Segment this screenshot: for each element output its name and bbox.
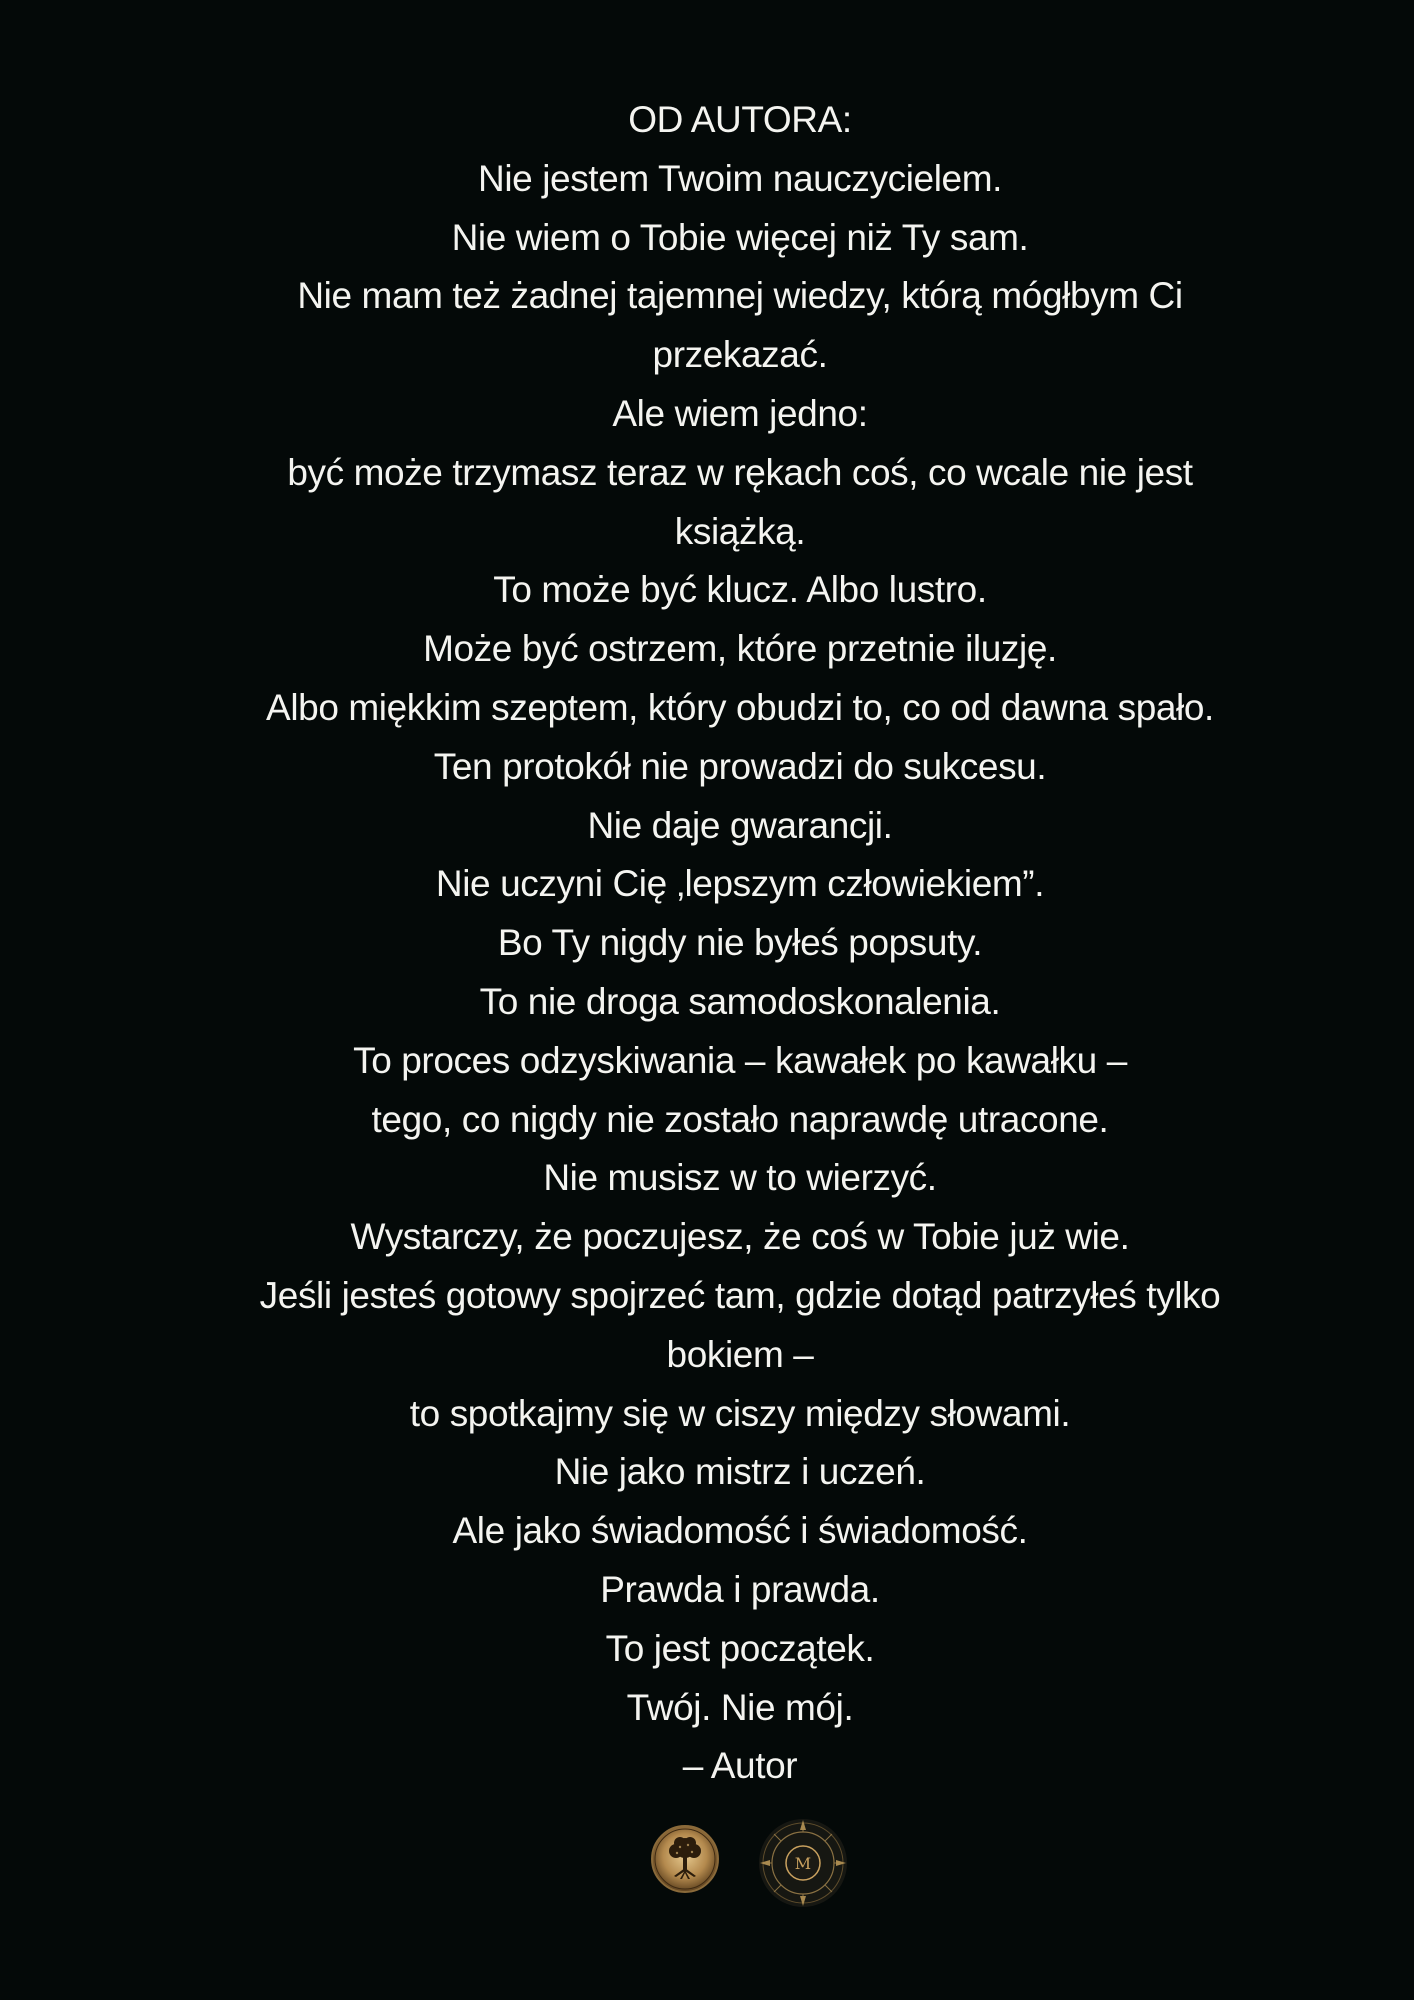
author-note-line: Wystarczy, że poczujesz, że coś w Tobie już wie. [350,1216,1130,1258]
author-note-line: Nie jako mistrz i uczeń. [554,1451,926,1493]
author-note-line: Nie daje gwarancji. [587,804,893,846]
author-note-line: To proces odzyskiwania – kawałek po kawałku – [353,1039,1127,1081]
author-note-line: Ale wiem jedno: [612,392,868,434]
author-note-line: Twój. Nie mój. [626,1686,854,1728]
author-note-line: To nie droga samodoskonalenia. [479,980,1001,1022]
author-note-line: Nie mam też żadnej tajemnej wiedzy, którą mógłbym Ci [297,275,1183,317]
author-note-line: bokiem – [666,1333,814,1375]
author-note-line: To może być klucz. Albo lustro. [493,569,987,611]
author-note-line: Nie jestem Twoim nauczycielem. [478,157,1002,199]
author-note-line: być może trzymasz teraz w rękach coś, co wcale nie jest [287,451,1193,493]
author-note-line: Może być ostrzem, które przetnie iluzję. [423,628,1057,670]
author-note-line: Prawda i prawda. [600,1568,880,1610]
author-note-line: To jest początek. [605,1627,875,1669]
author-note-line: tego, co nigdy nie zostało naprawdę utracone. [371,1098,1109,1140]
author-note-line: Nie uczyni Cię ‚lepszym człowiekiem”. [435,863,1045,905]
compass-rune-icon [758,1818,848,1908]
compass-letter: M [794,1854,812,1873]
author-note-line: Jeśli jesteś gotowy spojrzeć tam, gdzie dotąd patrzyłeś tylko [259,1274,1221,1316]
tree-of-life-icon [650,1824,720,1894]
author-note-line: przekazać. [652,334,828,376]
author-note-line: Nie wiem o Tobie więcej niż Ty sam. [451,216,1029,258]
author-note [180,91,1300,1796]
author-note-title: OD AUTORA: [628,99,852,140]
author-note-line: Ten protokół nie prowadzi do sukcesu. [433,745,1047,787]
author-note-line: Nie musisz w to wierzyć. [543,1157,937,1199]
author-note-line: Ale jako świadomość i świadomość. [452,1510,1028,1552]
author-note-line: Bo Ty nigdy nie byłeś popsuty. [497,922,983,964]
author-signature: – Autor [682,1745,798,1787]
emblem-row [0,1818,1414,1908]
author-note-line: to spotkajmy się w ciszy między słowami. [409,1392,1071,1434]
author-note-line: książką. [674,510,806,552]
author-note-line: Albo miękkim szeptem, który obudzi to, co od dawna spało. [266,686,1214,728]
